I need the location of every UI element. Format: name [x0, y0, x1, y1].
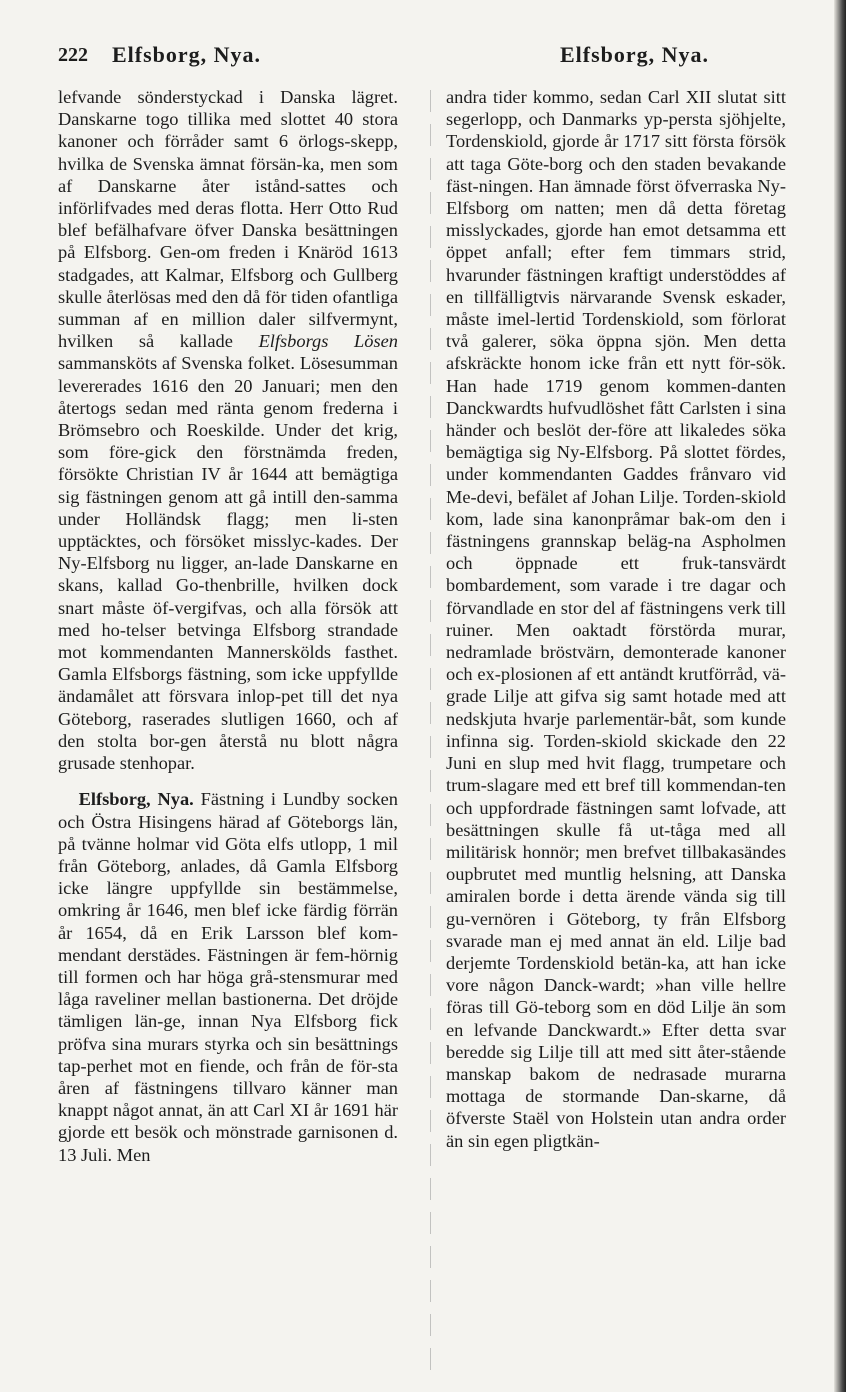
- running-header: [0, 36, 846, 76]
- paragraph-gamla-elfsborg: [58, 86, 398, 774]
- paragraph-spacer: [58, 774, 398, 788]
- right-running-title: Elfsborg, Nya.: [560, 42, 710, 67]
- paragraph-continuation: andra tider kommo, sedan Carl XII slutat sitt segerlopp, och Danmarks yp-persta sjöhjelte, Tordenskiold, gjorde år 1717 sitt första försök att taga Göte-borg och den staden bevakande fäst-ningen. Han ämnade först öfverraska Ny-Elfsborg om natten; men då detta företag misslyckades, gjorde han emot detsamma ett öppet anfall; efter fem timmars strid, hvarunder fästningen kraftigt understöddes af en tillfälligtvis närvarande Svensk eskader, måste imel-lertid Tordenskiold, som förlorat två galerer, söka öppna sjön. Men detta afskräckte honom icke från ett nytt för-sök. Han hade 1719 genom kommen-danten Danckwardts hufvudlöshet fått Carlsten i sina händer och beslöt der-före att likaledes söka bemägtiga sig Ny-Elfsborg. På slottet fördes, under kommendanten Gaddes frånvaro vid Me-devi, befälet af Johan Lilje. Torden-skiold kom, lade sina kanonpråmar bak-om den i fästningens grannskap beläg-na Aspholmen och öppnade ett fruk-tansvärdt bombardement, som varade i tre dagar och förvandlade en stor del af fästningens verk till ruiner. Men oaktadt förstörda murar, nedramlade bröstvärn, demonterade kanoner och ex-plosionen af ett antändt krutförråd, vä-grade Lilje att gifva sig samt hotade med att nedskjuta hvarje parlementär-båt, som kunde infinna sig. Torden-skiold skickade den 22 Juni en slup med hvit flagg, trumpetare och trum-slagare med ett bref till kommendan-ten och uppfordrade fästningen samt lofvade, att besättningen skulle få ut-tåga med all militärisk honnör; men brefvet tillbakasändes oupbrutet med muntlig helsning, att Danska amiralen borde i detta ärende vända sig till gu-vernören i Göteborg, ty från Elfsborg svarade man ej med annat än eld. Lilje bad derjemte Tordenskiold betän-ka, att han icke vore någon Danck-wardt; »han ville hellre föras till Gö-teborg som en död Lilje än som en lefvande Danckwardt.» Efter detta svar beredde sig Lilje till att med sitt åter-stående manskap bakom de nedrasade murarna mottaga de stormande Dan-skarne, då öfverste Staël von Holstein utan andra order än sin egen pligtkän-: [446, 87, 786, 1151]
- book-spine-edge: [834, 0, 846, 1392]
- paragraph-text: lefvande sönderstyckad i Danska lägret. Danskarne togo tillika med slottet 40 stora kanoner och förråder samt 6 örlogs-skepp, hvilka de Svenska ämnat försän-ka, men som af Danskarne åter istånd-sattes och införlifvades med deras flotta. Herr Otto Rud blef befälhafvare öfver Danska besättningen på Elfsborg. Gen-om freden i Knäröd 1613 stadgades, att Kalmar, Elfsborg och Gullberg skulle återlösas med den då för tiden ofantliga summan af en million daler silfvermynt, hvilken så kallade: [58, 87, 398, 352]
- left-column: [58, 86, 398, 1166]
- left-running-title: Elfsborg, Nya.: [112, 42, 262, 67]
- paragraph-nya-elfsborg: [58, 788, 398, 1165]
- entry-heading: Elfsborg, Nya.: [78, 789, 194, 810]
- column-divider: [430, 90, 431, 1380]
- page-number: 222: [58, 44, 88, 66]
- italic-term: Elfsborgs Lösen: [258, 331, 398, 352]
- right-column: [446, 86, 786, 1152]
- paragraph-text: sammansköts af Svenska folket. Lösesumman levererades 1616 den 20 Januari; men den återtogs sedan med ränta genom frederna i Brömsebro och Roeskilde. Under det krig, som före-gick den förstnämda freden, försökte Christian IV år 1644 att bemägtiga sig fästningen genom att gå intill den-samma under Holländsk flagg; men li-sten upptäcktes, och försöket misslyc-kades. Der Ny-Elfsborg nu ligger, an-lade Danskarne en skans, kallad Go-thenbrille, hvilken dock snart måste öf-vergifvas, och alla försök att med ho-telser betvinga Elfsborg strandade mot kommendanten Mannerskölds fasthet. Gamla Elfsborgs fästning, som icke uppfyllde ändamålet att försvara inlop-pet till det nya Göteborg, raserades slutligen 1660, och af den stolta bor-gen återstå nu blott några grusade stenhopar.: [58, 353, 398, 774]
- paragraph-text: Fästning i Lundby socken och Östra Hisingens härad af Göteborgs län, på tvänne holmar vid Göta elfs utlopp, 1 mil från Göteborg, anlades, då Gamla Elfsborg icke längre uppfyllde sin bestämmelse, omkring år 1646, men blef icke färdig förrän år 1654, då en Erik Larsson blef kom-mendant derstädes. Fästningen är fem-hörnig till formen och har höga grå-stensmurar med låga raveliner mellan bastionerna. Det dröjde tämligen län-ge, innan Nya Elfsborg fick pröfva sina murars styrka och sin besättnings tap-perhet mot en fiende, och från de för-sta åren af fästningens tillvaro känner man knappt något annat, än att Carl XI år 1691 här gjorde ett besök och mönstrade garnisonen d. 13 Juli. Men: [58, 789, 399, 1165]
